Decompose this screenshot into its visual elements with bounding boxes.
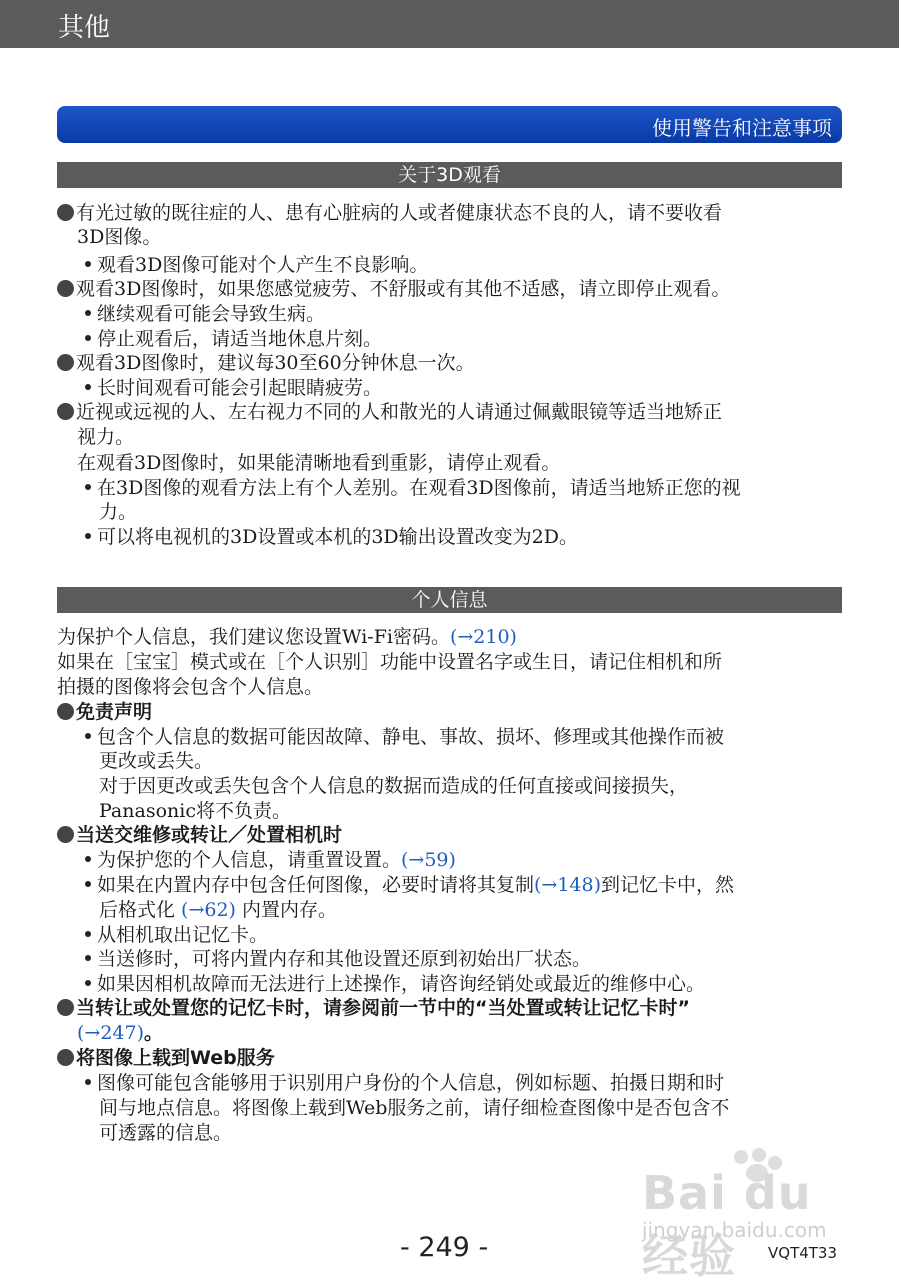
sub-item: 当送修时，可将内置内存和其他设置还原到初始出厂状态。 (85, 947, 591, 971)
document-code: VQT4T33 (768, 1244, 838, 1262)
bullet-icon (85, 384, 91, 390)
paragraph: 如果在［宝宝］模式或在［个人识别］功能中设置名字或生日，请记住相机和所 (57, 651, 723, 673)
sub-item: 如果在内置内存中包含任何图像，必要时请将其复制(→148)到记忆卡中，然 (85, 873, 734, 897)
subheading: 当送交维修或转让／处置相机时 (57, 823, 342, 847)
sub-item-cont: 更改或丢失。 (99, 750, 214, 772)
bullet-icon (85, 955, 91, 961)
bullet-icon (85, 856, 91, 862)
bullet-icon (85, 931, 91, 937)
bullet-icon (85, 310, 91, 316)
paragraph: 为保护个人信息，我们建议您设置Wi-Fi密码。(→210) (57, 626, 517, 648)
page-ref-link[interactable]: (→148) (534, 874, 602, 896)
subheading: 免责声明 (57, 700, 152, 724)
bullet-icon (85, 533, 91, 539)
sub-item-cont: 力。 (99, 501, 138, 523)
list-item: 有光过敏的既往症的人、患有心脏病的人或者健康状态不良的人，请不要收看 (57, 201, 722, 225)
subheading: 将图像上载到Web服务 (57, 1046, 275, 1070)
subheading-cont: (→247)。 (77, 1022, 164, 1044)
sub-item: 可以将电视机的3D设置或本机的3D输出设置改变为2D。 (85, 525, 578, 549)
list-item-cont: 3D图像。 (77, 226, 162, 248)
sub-item: 观看3D图像可能对个人产生不良影响。 (85, 253, 428, 277)
header-title: 其他 (58, 13, 111, 43)
list-item: 近视或远视的人、左右视力不同的人和散光的人请通过佩戴眼镜等适当地矫正 (57, 400, 722, 424)
sub-item: 从相机取出记忆卡。 (85, 923, 268, 947)
list-item: 观看3D图像时，建议每30至60分钟休息一次。 (57, 351, 475, 375)
bullet-icon (85, 1079, 91, 1085)
bullet-dot-icon (57, 403, 74, 420)
paragraph: 在观看3D图像时，如果能清晰地看到重影，请停止观看。 (77, 452, 561, 474)
bullet-icon (85, 261, 91, 267)
paw-icon (734, 1150, 748, 1164)
sub-item: 为保护您的个人信息，请重置设置。(→59) (85, 848, 456, 872)
list-item: 观看3D图像时，如果您感觉疲劳、不舒服或有其他不适感，请立即停止观看。 (57, 277, 730, 301)
page-ref-link[interactable]: (→62) (181, 899, 236, 921)
bullet-dot-icon (57, 1049, 74, 1066)
sub-item-cont: Panasonic将不负责。 (99, 800, 291, 822)
page-number: - 249 - (400, 1232, 489, 1263)
paw-icon (752, 1148, 766, 1162)
section-privacy-title: 个人信息 (57, 587, 842, 613)
page-ref-link[interactable]: (→247) (77, 1022, 145, 1044)
watermark-logo-text: Bai du 经验 (642, 1166, 812, 1283)
bullet-icon (85, 980, 91, 986)
bullet-icon (85, 484, 91, 490)
sub-item: 继续观看可能会导致生病。 (85, 302, 325, 326)
sub-item-cont: 后格式化 (→62) 内置内存。 (99, 899, 338, 921)
header-bar (0, 0, 899, 48)
page-ref-link[interactable]: (→210) (449, 626, 517, 648)
section-banner-label: 使用警告和注意事项 (652, 116, 832, 140)
sub-item-cont: 间与地点信息。将图像上载到Web服务之前，请仔细检查图像中是否包含不 (99, 1097, 730, 1119)
sub-item-cont: 可透露的信息。 (99, 1122, 233, 1144)
sub-item-cont: 对于因更改或丢失包含个人信息的数据而造成的任何直接或间接损失， (99, 775, 689, 797)
bullet-dot-icon (57, 826, 74, 843)
sub-item: 如果因相机故障而无法进行上述操作，请咨询经销处或最近的维修中心。 (85, 972, 705, 996)
bullet-dot-icon (57, 999, 74, 1016)
sub-item: 长时间观看可能会引起眼睛疲劳。 (85, 376, 382, 400)
subheading: 当转让或处置您的记忆卡时，请参阅前一节中的“当处置或转让记忆卡时” (57, 996, 690, 1020)
list-item-cont: 视力。 (77, 426, 135, 448)
watermark-url: jingyan.baidu.com (642, 1218, 827, 1242)
bullet-dot-icon (57, 204, 74, 221)
bullet-icon (85, 881, 91, 887)
sub-item: 图像可能包含能够用于识别用户身份的个人信息，例如标题、拍摄日期和时 (85, 1071, 724, 1095)
bullet-dot-icon (57, 703, 74, 720)
bullet-dot-icon (57, 354, 74, 371)
bullet-icon (85, 733, 91, 739)
paragraph: 拍摄的图像将会包含个人信息。 (57, 676, 324, 698)
bullet-icon (85, 335, 91, 341)
sub-item: 停止观看后，请适当地休息片刻。 (85, 327, 382, 351)
section-3d-title: 关于3D观看 (57, 162, 842, 188)
section-banner (57, 106, 842, 143)
sub-item: 包含个人信息的数据可能因故障、静电、事故、损坏、修理或其他操作而被 (85, 725, 724, 749)
page-ref-link[interactable]: (→59) (401, 849, 456, 871)
bullet-dot-icon (57, 280, 74, 297)
sub-item: 在3D图像的观看方法上有个人差别。在观看3D图像前，请适当地矫正您的视 (85, 476, 741, 500)
